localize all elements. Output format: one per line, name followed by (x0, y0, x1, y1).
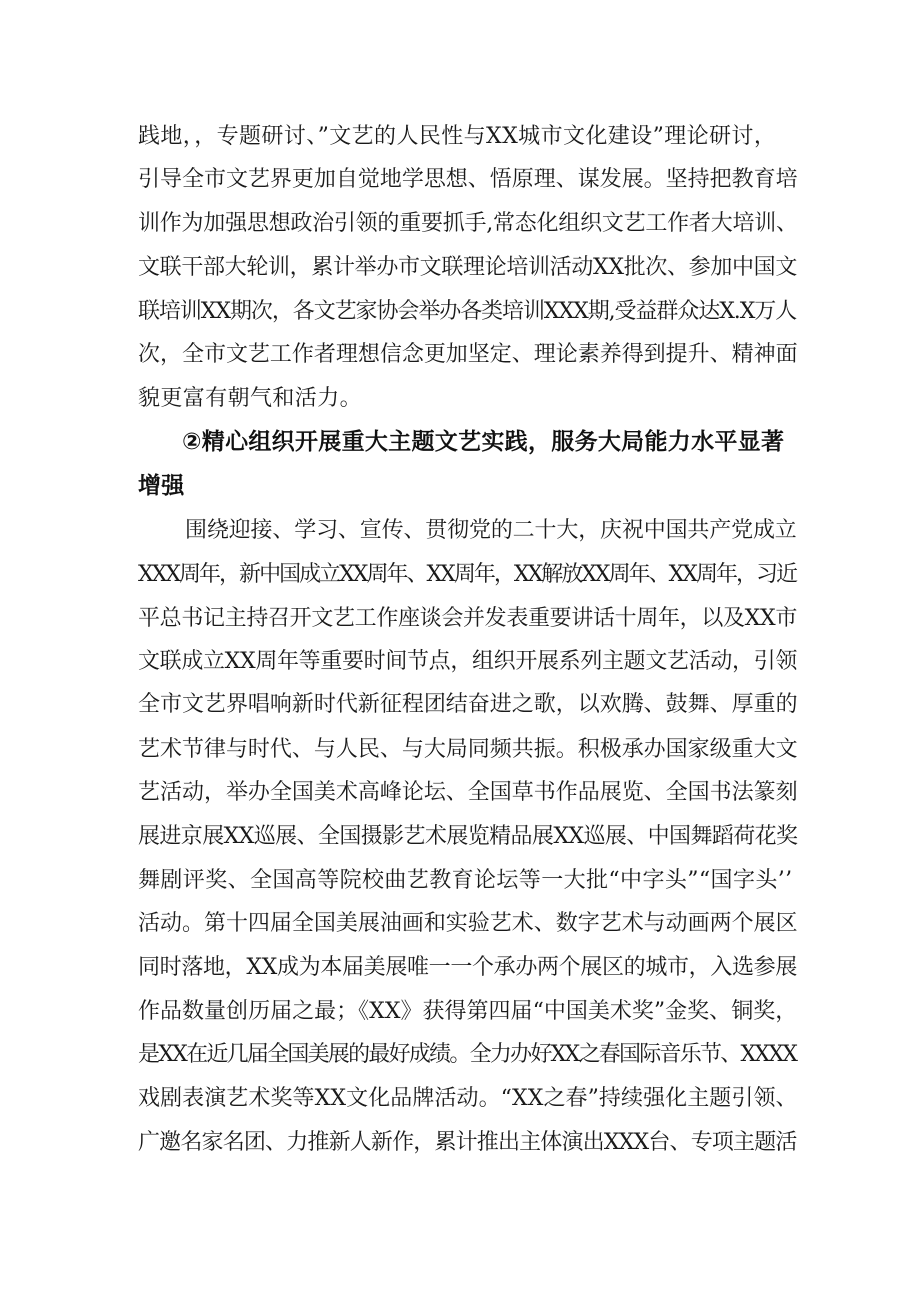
paragraph-1-line: 训作为加强思想政治引领的重要抓手,常态化组织文艺工作者大培训、 (138, 211, 798, 236)
paragraph-2-line: 艺活动，举办全国美术高峰论坛、全国草书作品展览、全国书法篆刻 (138, 780, 798, 805)
paragraph-2-line: 活动。第十四届全国美展油画和实验艺术、数字艺术与动画两个展区 (138, 911, 798, 936)
paragraph-2-line: 作品数量创历届之最；《XX》获得第四届“中国美术奖”金奖、铜奖， (138, 999, 798, 1024)
section-heading: ②精心组织开展重大主题文艺实践，服务大局能力水平显著 (182, 429, 785, 455)
paragraph-1-line: 引导全市文艺界更加自觉地学思想、悟原理、谋发展。坚持把教育培 (138, 167, 798, 192)
paragraph-2-line: 是XX在近几届全国美展的最好成绩。全力办好XX之春国际音乐节、XXXX (138, 1042, 797, 1067)
paragraph-1-line: 次，全市文艺工作者理想信念更加坚定、理论素养得到提升、精神面 (138, 342, 798, 367)
paragraph-2-line: XXX周年，新中国成立XX周年、XX周年，XX解放XX周年、XX周年，习近 (138, 562, 797, 587)
paragraph-2-line: 同时落地，XX成为本届美展唯一一个承办两个展区的城市，入选参展 (138, 955, 797, 980)
paragraph-2-line: 文联成立XX周年等重要时间节点，组织开展系列主题文艺活动，引领 (138, 649, 797, 674)
paragraph-2-line: 戏剧表演艺术奖等XX文化品牌活动。“XX之春”持续强化主题引领、 (138, 1086, 798, 1111)
paragraph-2-line: 全市文艺界唱响新时代新征程团结奋进之歌，以欢腾、鼓舞、厚重的 (138, 692, 798, 717)
paragraph-1-line: 践地，，专题研讨、”文艺的人民性与XX城市文化建设”理论研讨， (138, 124, 777, 149)
paragraph-2-line: 平总书记主持召开文艺工作座谈会并发表重要讲话十周年，以及XX市 (138, 606, 797, 631)
paragraph-2-line: 艺术节律与时代、与人民、与大局同频共振。积极承办国家级重大文 (138, 737, 798, 762)
paragraph-2-line: 广邀名家名团、力推新人新作，累计推出主体演出XXX台、专项主题活 (138, 1130, 797, 1155)
paragraph-1-line: 貌更富有朝气和活力。 (138, 386, 363, 411)
paragraph-1-line: 联培训XX期次，各文艺家协会举办各类培训XXX期,受益群众达X.X万人 (138, 299, 797, 324)
paragraph-2-line: 围绕迎接、学习、宣传、贯彻党的二十大，庆祝中国共产党成立 (185, 518, 797, 543)
paragraph-2-line: 展进京展XX巡展、全国摄影艺术展览精品展XX巡展、中国舞蹈荷花奖 (138, 824, 798, 849)
paragraph-2-line: 舞剧评奖、全国高等院校曲艺教育论坛等一大批“中字头”“国字头’’ (138, 868, 793, 893)
paragraph-1-line: 文联干部大轮训，累计举办市文联理论培训活动XX批次、参加中国文 (138, 255, 797, 280)
section-heading: 增强 (138, 473, 185, 499)
